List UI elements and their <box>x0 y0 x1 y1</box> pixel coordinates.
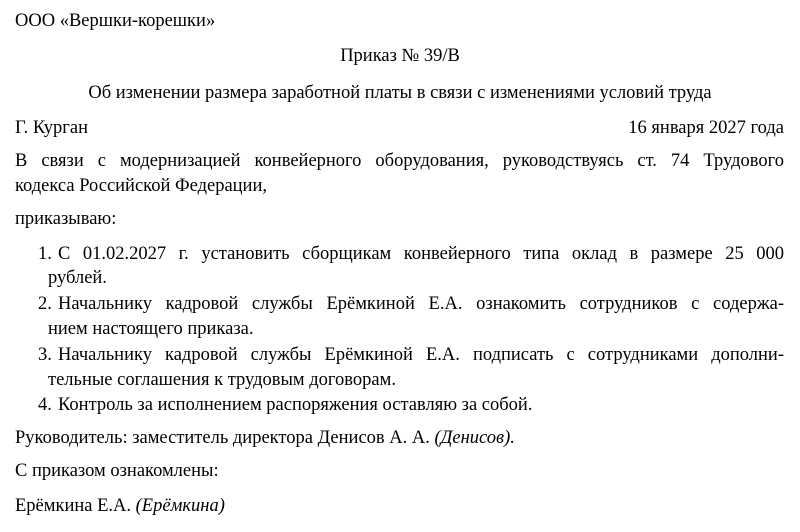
order-date: 16 января 2027 года <box>628 118 784 138</box>
order-subject: Об изменении размера заработной платы в связи с изменениями условий труда <box>88 83 712 103</box>
place-date-row <box>15 119 784 138</box>
item-continuation: тельные соглашения к трудовым договорам. <box>48 370 396 390</box>
acquainted-label: С приказом ознакомлены: <box>15 461 219 481</box>
city: Г. Курган <box>15 118 89 138</box>
item-continuation: рублей. <box>48 268 107 288</box>
item-number: 3. <box>38 345 52 365</box>
employee-signature-line <box>15 497 800 516</box>
head-text: Руководитель: заместитель директора Денисов А. А. <box>15 428 435 448</box>
organization-name: ООО «Вершки-корешки» <box>15 11 216 31</box>
order-title: Приказ № 39/В <box>340 46 460 66</box>
item-text: Контроль за исполнением распоряжения оставляю за собой. <box>58 395 533 415</box>
item-continuation: нием настоящего приказа. <box>48 319 254 339</box>
head-signature: (Денисов). <box>434 428 515 448</box>
item-text: Начальнику кадровой службы Ерёмкиной Е.А. ознакомить сотрудников с содержа- <box>58 294 784 314</box>
head-signature-line <box>15 429 800 448</box>
item-text: Начальнику кадровой службы Ерёмкиной Е.А. подписать с сотрудниками дополни- <box>58 345 784 365</box>
order-word: приказываю: <box>15 209 117 229</box>
employee-name: Ерёмкина Е.А. <box>15 496 136 516</box>
item-number: 2. <box>38 294 52 314</box>
item-text: С 01.02.2027 г. установить сборщикам конвейерного типа оклад в размере 25 000 <box>58 244 784 264</box>
preamble-line-1: В связи с модернизацией конвейерного оборудования, руководствуясь ст. 74 Трудового <box>15 151 784 171</box>
employee-signature: (Ерёмкина) <box>135 496 225 516</box>
item-number: 1. <box>38 244 52 264</box>
item-number: 4. <box>38 395 52 415</box>
preamble-line-2: кодекса Российской Федерации, <box>15 176 267 196</box>
